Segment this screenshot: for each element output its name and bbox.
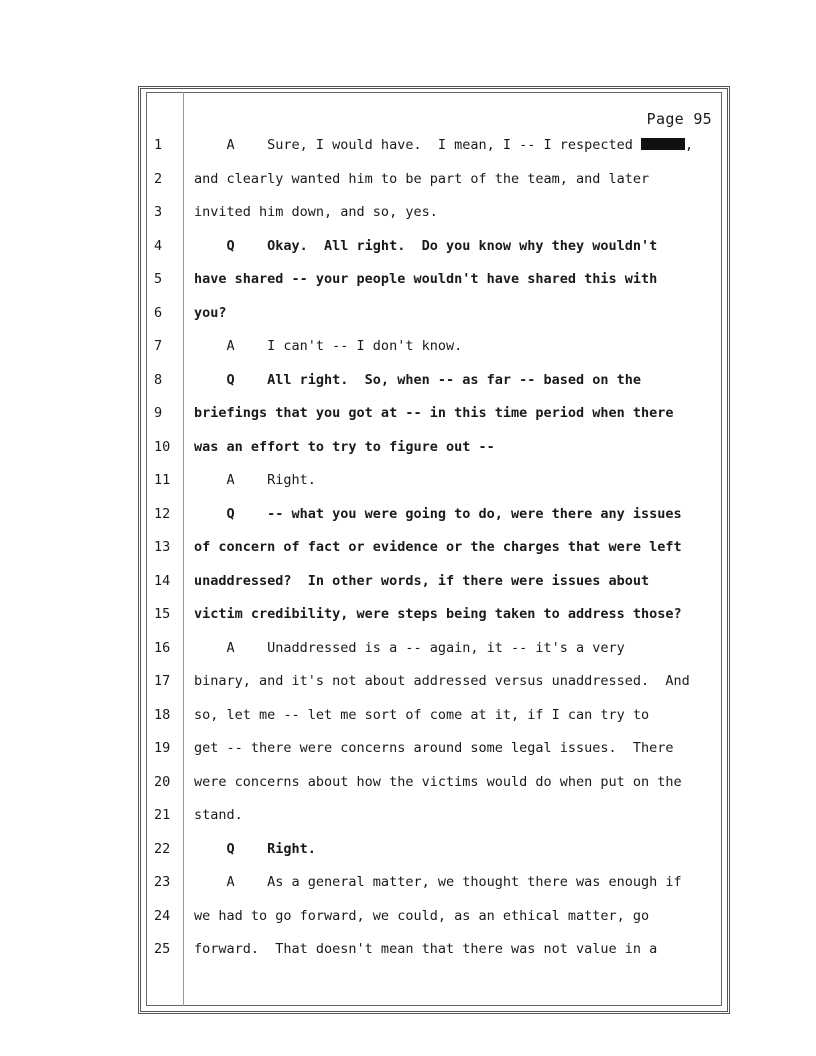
line-text: A Right. <box>194 472 316 488</box>
line-number: 7 <box>154 338 163 354</box>
line-number: 21 <box>154 807 171 823</box>
transcript-line <box>146 707 722 727</box>
line-number: 1 <box>154 137 163 153</box>
line-number: 20 <box>154 773 171 790</box>
line-number: 23 <box>154 874 171 890</box>
transcript-line <box>146 841 722 861</box>
line-text: Q Okay. All right. Do you know why they wouldn't <box>194 237 658 254</box>
line-number: 17 <box>154 673 171 689</box>
transcript-line <box>146 673 722 693</box>
transcript-line <box>146 640 722 660</box>
line-number: 13 <box>154 539 171 555</box>
redaction-block <box>641 138 685 150</box>
transcript-line <box>146 606 722 626</box>
line-number: 10 <box>154 438 171 455</box>
transcript-line <box>146 908 722 928</box>
line-number: 11 <box>154 472 171 488</box>
transcript-line <box>146 271 722 291</box>
transcript-line <box>146 506 722 526</box>
line-number: 24 <box>154 907 171 924</box>
line-text: A Unaddressed is a -- again, it -- it's a very <box>194 639 625 656</box>
line-text: forward. That doesn't mean that there was not value in a <box>194 941 658 957</box>
line-text: stand. <box>194 807 243 823</box>
transcript-line <box>146 204 722 224</box>
transcript-line <box>146 137 722 157</box>
line-text: Q All right. So, when -- as far -- based on the <box>194 371 642 388</box>
transcript-line <box>146 405 722 425</box>
line-text <box>194 137 714 153</box>
line-number: 18 <box>154 706 171 723</box>
transcript-line <box>146 774 722 794</box>
line-text-main: A Sure, I would have. I mean, I -- I respected <box>194 137 642 153</box>
transcript-line <box>146 740 722 760</box>
transcript-line <box>146 539 722 559</box>
line-text: Q -- what you were going to do, were there any issues <box>194 505 682 522</box>
line-text: of concern of fact or evidence or the charges that were left <box>194 539 682 555</box>
transcript-line <box>146 807 722 827</box>
line-text: invited him down, and so, yes. <box>194 204 438 220</box>
line-text: get -- there were concerns around some legal issues. There <box>194 740 674 756</box>
transcript-line <box>146 439 722 459</box>
line-number: 3 <box>154 204 163 220</box>
line-number: 22 <box>154 840 171 857</box>
line-number: 8 <box>154 371 163 388</box>
transcript-line <box>146 338 722 358</box>
line-number: 12 <box>154 505 171 522</box>
line-number: 4 <box>154 237 163 254</box>
page-number: Page 95 <box>646 110 712 128</box>
transcript-line <box>146 874 722 894</box>
transcript-line <box>146 305 722 325</box>
line-number: 5 <box>154 271 163 287</box>
line-text: and clearly wanted him to be part of the team, and later <box>194 170 650 187</box>
line-text: so, let me -- let me sort of come at it, if I can try to <box>194 706 650 723</box>
line-text: was an effort to try to figure out -- <box>194 438 495 455</box>
line-text: binary, and it's not about addressed versus unaddressed. And <box>194 673 690 689</box>
line-text: have shared -- your people wouldn't have shared this with <box>194 271 658 287</box>
transcript-line <box>146 372 722 392</box>
line-number: 25 <box>154 941 171 957</box>
line-text: A I can't -- I don't know. <box>194 338 463 354</box>
line-number: 9 <box>154 405 163 421</box>
line-text: briefings that you got at -- in this time period when there <box>194 405 674 421</box>
transcript-line <box>146 238 722 258</box>
transcript-line <box>146 941 722 961</box>
line-text: Q Right. <box>194 840 316 857</box>
line-number: 14 <box>154 572 171 589</box>
line-number: 16 <box>154 639 171 656</box>
line-number: 19 <box>154 740 171 756</box>
transcript-line <box>146 573 722 593</box>
line-text: A As a general matter, we thought there was enough if <box>194 874 682 890</box>
transcript-line <box>146 171 722 191</box>
line-number: 6 <box>154 304 163 321</box>
line-text: we had to go forward, we could, as an ethical matter, go <box>194 907 650 924</box>
line-number: 15 <box>154 606 171 622</box>
line-text: victim credibility, were steps being taken to address those? <box>194 606 682 622</box>
line-text-after: , <box>685 137 694 153</box>
line-text: unaddressed? In other words, if there were issues about <box>194 572 650 589</box>
transcript-line <box>146 472 722 492</box>
line-text: were concerns about how the victims would do when put on the <box>194 773 682 790</box>
line-number: 2 <box>154 170 163 187</box>
line-text: you? <box>194 304 227 321</box>
